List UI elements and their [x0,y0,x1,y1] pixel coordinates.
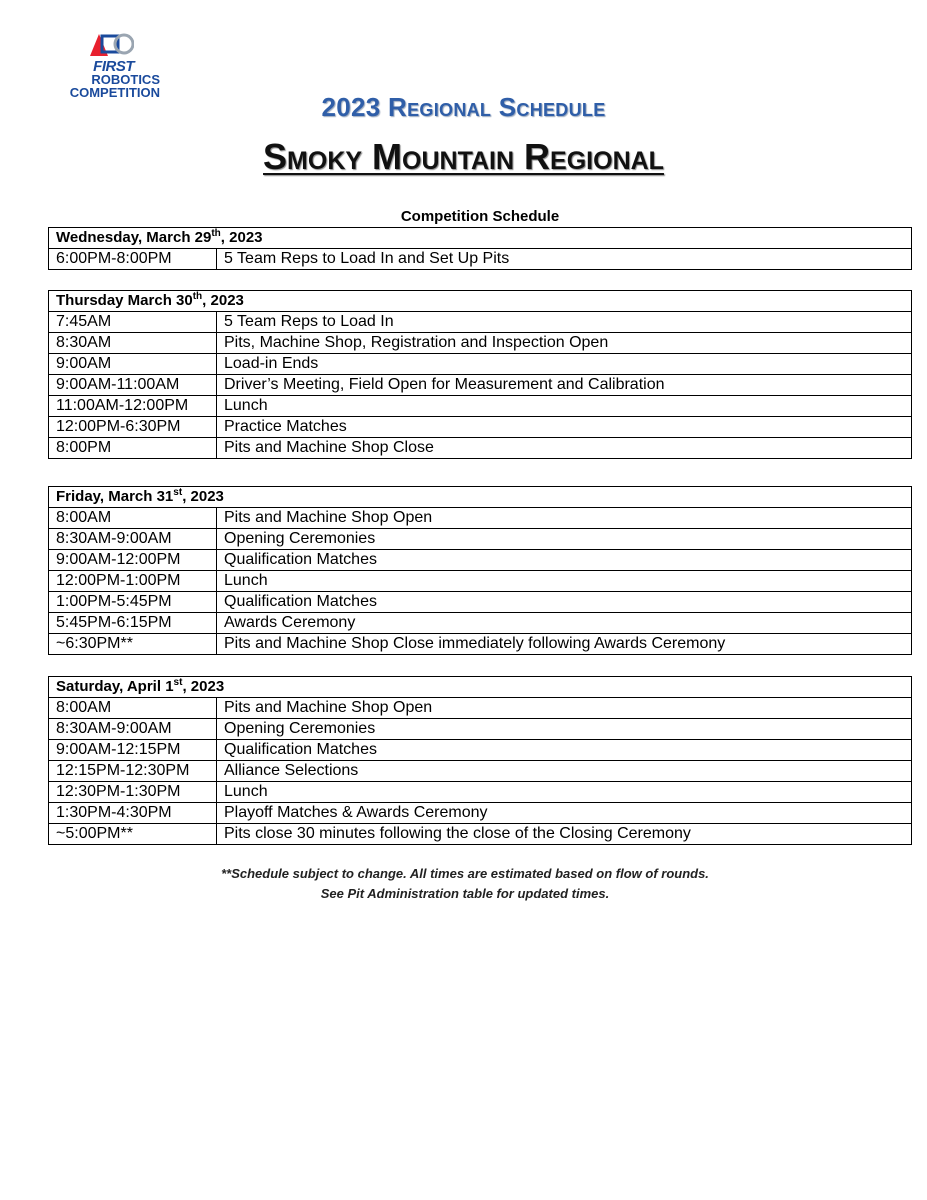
day-header-date: Wednesday, March 29 [56,229,212,246]
schedule-time: ~6:30PM** [49,634,217,655]
schedule-row [49,508,912,529]
schedule-row [49,719,912,740]
schedule-event: Pits and Machine Shop Close immediately following Awards Ceremony [217,634,912,655]
schedule-time: 12:30PM-1:30PM [49,782,217,803]
schedule-event: Pits, Machine Shop, Registration and Inspection Open [217,333,912,354]
schedule-row [49,417,912,438]
schedule-event: Practice Matches [217,417,912,438]
schedule-time: 1:00PM-5:45PM [49,592,217,613]
day-header-date: Thursday March 30 [56,292,193,309]
schedule-event: 5 Team Reps to Load In and Set Up Pits [217,249,912,270]
schedule-title: 2023 Regional Schedule [321,92,606,122]
schedule-time: 8:00PM [49,438,217,459]
schedule-time: 11:00AM-12:00PM [49,396,217,417]
schedule-time: 6:00PM-8:00PM [49,249,217,270]
schedule-row [49,824,912,845]
schedule-time: 9:00AM-11:00AM [49,375,217,396]
schedule-event: Opening Ceremonies [217,719,912,740]
schedule-row [49,354,912,375]
schedule-time: ~5:00PM** [49,824,217,845]
schedule-event: Qualification Matches [217,550,912,571]
schedule-row [49,782,912,803]
schedule-time: 8:30AM-9:00AM [49,529,217,550]
schedule-event: Qualification Matches [217,740,912,761]
schedule-row [49,438,912,459]
schedule-row [49,375,912,396]
schedule-time: 8:30AM [49,333,217,354]
schedule-event: Awards Ceremony [217,613,912,634]
schedule-row [49,803,912,824]
schedule-row [49,613,912,634]
schedule-time: 9:00AM [49,354,217,375]
day-header [49,291,912,312]
schedule-time: 12:00PM-1:00PM [49,571,217,592]
logo-robotics: ROBOTICS [91,72,160,87]
day-table-thursday [48,290,912,459]
schedule-event: Lunch [217,782,912,803]
schedule-row [49,571,912,592]
schedule-row [49,592,912,613]
schedule-time: 12:15PM-12:30PM [49,761,217,782]
schedule-event: Pits close 30 minutes following the close of the Closing Ceremony [217,824,912,845]
day-header-year: , 2023 [182,678,225,695]
event-title [0,136,927,178]
schedule-row [49,529,912,550]
day-header-year: , 2023 [182,488,224,505]
schedule-row [49,333,912,354]
schedule-row [49,761,912,782]
day-header [49,487,912,508]
schedule-event: Driver’s Meeting, Field Open for Measurement and Calibration [217,375,912,396]
day-header-ordinal: st [173,487,183,498]
schedule-row [49,396,912,417]
schedule-time: 8:30AM-9:00AM [49,719,217,740]
schedule-event: Pits and Machine Shop Open [217,698,912,719]
footnote-line-2: See Pit Administration table for updated times. [320,886,610,901]
schedule-event: Pits and Machine Shop Close [217,438,912,459]
event-title-text: Smoky Mountain Regional [263,136,664,177]
schedule-time: 12:00PM-6:30PM [49,417,217,438]
schedule-event: Opening Ceremonies [217,529,912,550]
schedule-row [49,698,912,719]
schedule-row [49,249,912,270]
schedule-time: 5:45PM-6:15PM [49,613,217,634]
day-header-ordinal: th [211,228,221,239]
day-header-row [49,487,912,508]
schedule-event: Qualification Matches [217,592,912,613]
schedule-time: 7:45AM [49,312,217,333]
schedule-event: Pits and Machine Shop Open [217,508,912,529]
schedule-event: Load-in Ends [217,354,912,375]
day-header-year: , 2023 [202,292,244,309]
schedule-row [49,740,912,761]
section-heading: Competition Schedule [400,208,560,225]
day-header-row [49,291,912,312]
day-header-date: Saturday, April 1 [56,678,174,695]
day-table-saturday [48,676,912,845]
schedule-event: Playoff Matches & Awards Ceremony [217,803,912,824]
schedule-time: 1:30PM-4:30PM [49,803,217,824]
logo-competition: COMPETITION [69,85,160,100]
schedule-time: 8:00AM [49,698,217,719]
schedule-time: 8:00AM [49,508,217,529]
day-header-year: , 2023 [220,229,263,246]
day-header-date: Friday, March 31 [56,488,174,505]
schedule-event: 5 Team Reps to Load In [217,312,912,333]
footnote-line-1: **Schedule subject to change. All times are estimated based on flow of rounds. [221,866,709,881]
day-header [49,228,912,249]
day-header-row [49,228,912,249]
schedule-row [49,312,912,333]
day-header-row [49,677,912,698]
day-header-ordinal: th [192,291,203,302]
schedule-time: 9:00AM-12:15PM [49,740,217,761]
schedule-event: Lunch [217,396,912,417]
schedule-event: Lunch [217,571,912,592]
schedule-row [49,634,912,655]
schedule-row [49,550,912,571]
schedule-time: 9:00AM-12:00PM [49,550,217,571]
logo-first: FIRST [93,58,134,75]
schedule-event: Alliance Selections [217,761,912,782]
first-logo-icon [86,30,134,58]
day-table-friday [48,486,912,655]
day-table-wednesday [48,227,912,270]
day-header-ordinal: st [173,677,183,688]
day-header [49,677,912,698]
